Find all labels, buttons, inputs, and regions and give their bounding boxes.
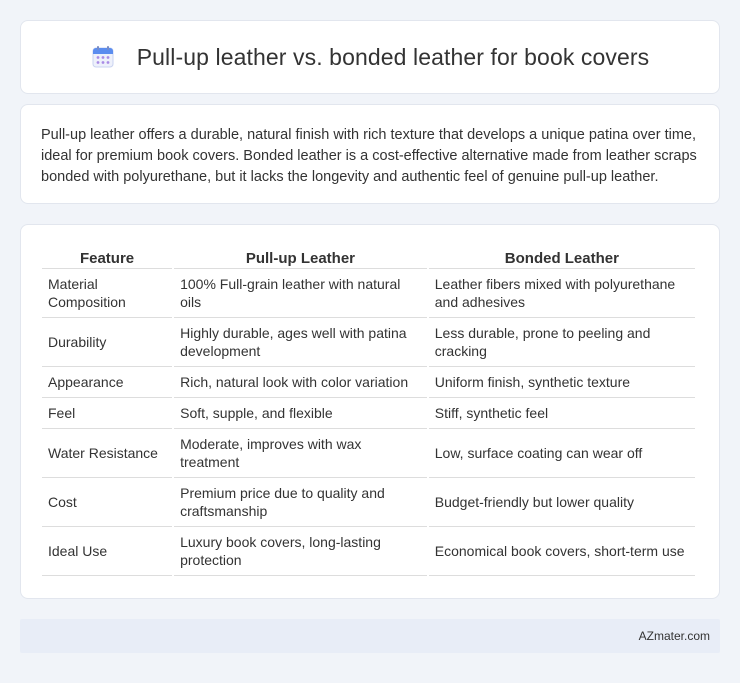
title-card	[20, 20, 720, 94]
pull-up-cell: Moderate, improves with wax treatment	[174, 429, 427, 478]
calendar-icon	[91, 45, 115, 69]
intro-card	[20, 104, 720, 204]
bonded-cell: Low, surface coating can wear off	[429, 429, 695, 478]
table-row	[42, 527, 695, 576]
feature-cell: Feel	[42, 398, 172, 429]
page-title: Pull-up leather vs. bonded leather for book covers	[136, 43, 650, 70]
table-row	[42, 398, 695, 429]
feature-cell: Ideal Use	[42, 527, 172, 576]
bonded-cell: Uniform finish, synthetic texture	[429, 367, 695, 398]
pull-up-cell: Soft, supple, and flexible	[174, 398, 427, 429]
header-feature: Feature	[42, 247, 172, 269]
pull-up-cell: Highly durable, ages well with patina development	[174, 318, 427, 367]
header-bonded-leather: Bonded Leather	[429, 247, 695, 269]
table-row	[42, 478, 695, 527]
table-row	[42, 429, 695, 478]
feature-cell: Durability	[42, 318, 172, 367]
feature-cell: Water Resistance	[42, 429, 172, 478]
table-row	[42, 318, 695, 367]
bonded-cell: Budget-friendly but lower quality	[429, 478, 695, 527]
bonded-cell: Stiff, synthetic feel	[429, 398, 695, 429]
bonded-cell: Economical book covers, short-term use	[429, 527, 695, 576]
pull-up-cell: Luxury book covers, long-lasting protection	[174, 527, 427, 576]
intro-paragraph: Pull-up leather offers a durable, natural finish with rich texture that develops a unique patina over time, ideal for premium book covers. Bonded leather is a cost-effective alternative made from leather scraps bonded with polyurethane, but it lacks the longevity and authentic feel of genuine pull-up leather.	[41, 127, 697, 185]
feature-cell: Material Composition	[42, 269, 172, 318]
pull-up-cell: 100% Full-grain leather with natural oils	[174, 269, 427, 318]
bonded-cell: Less durable, prone to peeling and cracking	[429, 318, 695, 367]
comparison-table	[40, 247, 697, 576]
pull-up-cell: Rich, natural look with color variation	[174, 367, 427, 398]
header-pull-up-leather: Pull-up Leather	[174, 247, 427, 269]
bonded-cell: Leather fibers mixed with polyurethane and adhesives	[429, 269, 695, 318]
table-row	[42, 269, 695, 318]
footer-brand: AZmater.com	[638, 629, 710, 643]
table-header-row	[42, 247, 695, 269]
footer-bar	[20, 619, 720, 653]
feature-cell: Appearance	[42, 367, 172, 398]
comparison-card	[20, 224, 720, 599]
pull-up-cell: Premium price due to quality and craftsmanship	[174, 478, 427, 527]
feature-cell: Cost	[42, 478, 172, 527]
table-row	[42, 367, 695, 398]
